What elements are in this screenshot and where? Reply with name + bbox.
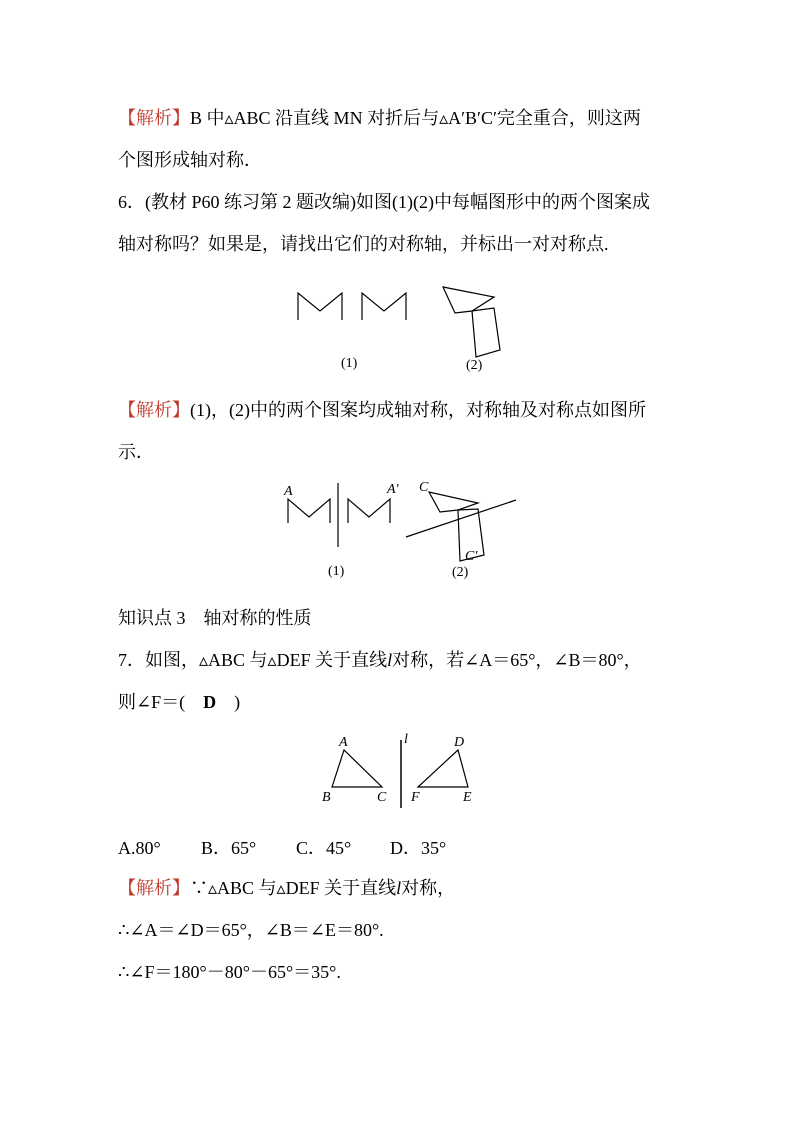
option-b: B．65°: [201, 838, 257, 858]
question-6-line-1: 6．(教材 P60 练习第 2 题改编)如图(1)(2)中每幅图形中的两个图案成: [118, 192, 650, 212]
option-c: C．45°: [296, 838, 352, 858]
point-label-a: A: [339, 735, 348, 750]
line-label-l: l: [404, 732, 408, 747]
figure-caption-1: (1): [328, 564, 345, 579]
point-label-b: B: [322, 790, 331, 805]
axis-of-symmetry-2: [406, 500, 516, 537]
point-label-e: E: [463, 790, 472, 805]
answer-value: D: [203, 692, 217, 712]
triangle-abc: [332, 750, 382, 787]
point-label-c-prime: C′: [465, 549, 478, 564]
point-label-d: D: [454, 735, 465, 750]
knowledge-point-3: 知识点 3 轴对称的性质: [118, 608, 312, 628]
analysis-6-line-1: 【解析】(1)，(2)中的两个图案均成轴对称，对称轴及对称点如图所: [118, 400, 646, 420]
question-7-line-1: 7．如图，▵ABC 与▵DEF 关于直线l对称，若∠A＝65°，∠B＝80°，: [118, 650, 642, 670]
option-d: D．35°: [390, 838, 447, 858]
figure-caption-1: (1): [341, 356, 358, 371]
point-label-a: A: [284, 484, 293, 499]
figure-caption-2: (2): [466, 358, 483, 373]
analysis-5-line-1: 【解析】B 中▵ABC 沿直线 MN 对折后与▵A′B′C′完全重合，则这两: [118, 108, 641, 128]
analysis-tag: 【解析】: [118, 400, 190, 420]
analysis-7-line-1: 【解析】∵▵ABC 与▵DEF 关于直线l对称，: [118, 878, 456, 898]
option-a: A.80°: [118, 838, 161, 858]
question-6-figure: [280, 275, 520, 375]
point-label-c: C: [419, 480, 429, 495]
question-6-line-2: 轴对称吗？如果是，请找出它们的对称轴，并标出一对对称点.: [118, 234, 609, 254]
quad-lower: [472, 308, 500, 357]
analysis-7-line-3: ∴∠F＝180°－80°－65°＝35°.: [118, 962, 341, 982]
triangle-def: [418, 750, 468, 787]
analysis-tag: 【解析】: [118, 878, 190, 898]
analysis-tag: 【解析】: [118, 108, 190, 128]
m-shape-right: [362, 293, 406, 320]
figure-caption-2: (2): [452, 565, 469, 580]
point-label-a-prime: A′: [387, 482, 399, 497]
analysis-6-line-2: 示．: [118, 442, 154, 462]
analysis-6-figure: [280, 475, 520, 565]
m-shape-left: [298, 293, 342, 320]
analysis-7-line-2: ∴∠A＝∠D＝65°，∠B＝∠E＝80°.: [118, 920, 384, 940]
point-label-c: C: [377, 790, 387, 805]
point-label-f: F: [411, 790, 420, 805]
analysis-5-line-2: 个图形成轴对称．: [118, 150, 262, 170]
question-7-line-2: 则∠F＝( D ): [118, 692, 241, 712]
